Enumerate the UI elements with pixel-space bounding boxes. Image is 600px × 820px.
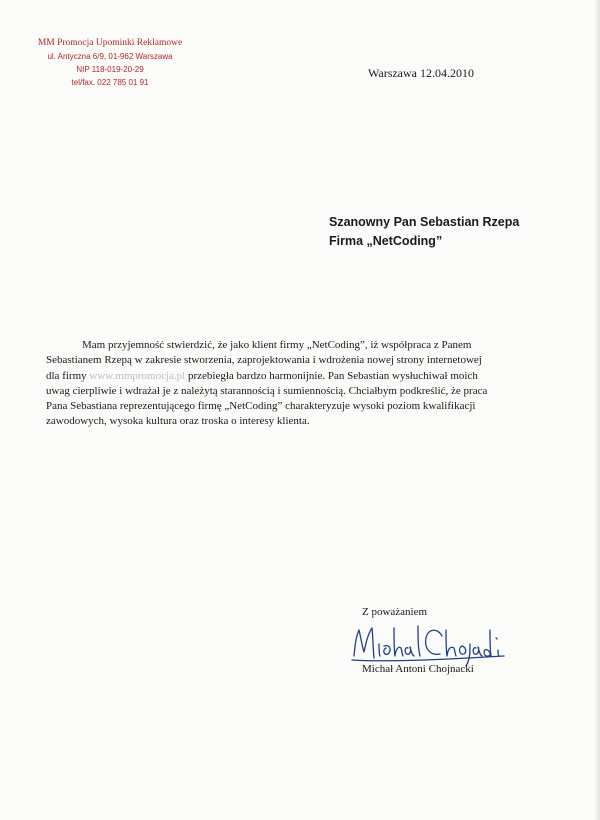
handwritten-signature xyxy=(346,616,516,668)
body-text: dla firmy xyxy=(46,369,90,382)
body-line: Mam przyjemność stwierdzić, że jako klient firmy „NetCoding”, iż współpraca z Panem xyxy=(82,339,472,351)
letterhead xyxy=(30,36,190,89)
body-line: Sebastianem Rzepą w zakresie stworzenia, zaprojektowania i wdrożenia nowej strony internetowej xyxy=(46,354,482,367)
sender-nip: NIP 118-019-20-29 xyxy=(76,65,144,74)
body-line: zawodowych, wysoka kultura oraz troska o interesy klienta. xyxy=(46,415,310,428)
body-line: uwag cierpliwie i wdrażał je z należytą starannością i sumiennością. Chciałbym podkreślić, że praca xyxy=(46,384,488,397)
body-text: przebiegła bardzo harmonijnie. Pan Sebastian wysłuchiwał moich xyxy=(185,369,478,382)
body-line: Pana Sebastiana reprezentującego firmę „NetCoding” charakteryzuje wysoki poziom kwalifikacji xyxy=(46,400,476,413)
sender-phone: tel/fax. 022 785 01 91 xyxy=(71,78,149,87)
closing-salutation: Z poważaniem xyxy=(362,606,428,618)
letter-date: Warszawa 12.04.2010 xyxy=(368,66,475,80)
recipient-block xyxy=(329,213,519,251)
body-line xyxy=(46,369,476,384)
sender-company-name: MM Promocja Upominki Reklamowe xyxy=(37,38,183,48)
signer-name: Michał Antoni Chojnacki xyxy=(362,663,474,675)
sender-address: ul. Antyczna 6/9, 01-962 Warszawa xyxy=(47,52,173,61)
recipient-company: Firma „NetCoding” xyxy=(329,234,443,248)
website-link[interactable]: www.mmpromocja.pl xyxy=(89,369,186,382)
recipient-name: Szanowny Pan Sebastian Rzepa xyxy=(329,215,520,229)
page-edge-shadow xyxy=(594,0,600,820)
letter-body xyxy=(46,338,488,430)
